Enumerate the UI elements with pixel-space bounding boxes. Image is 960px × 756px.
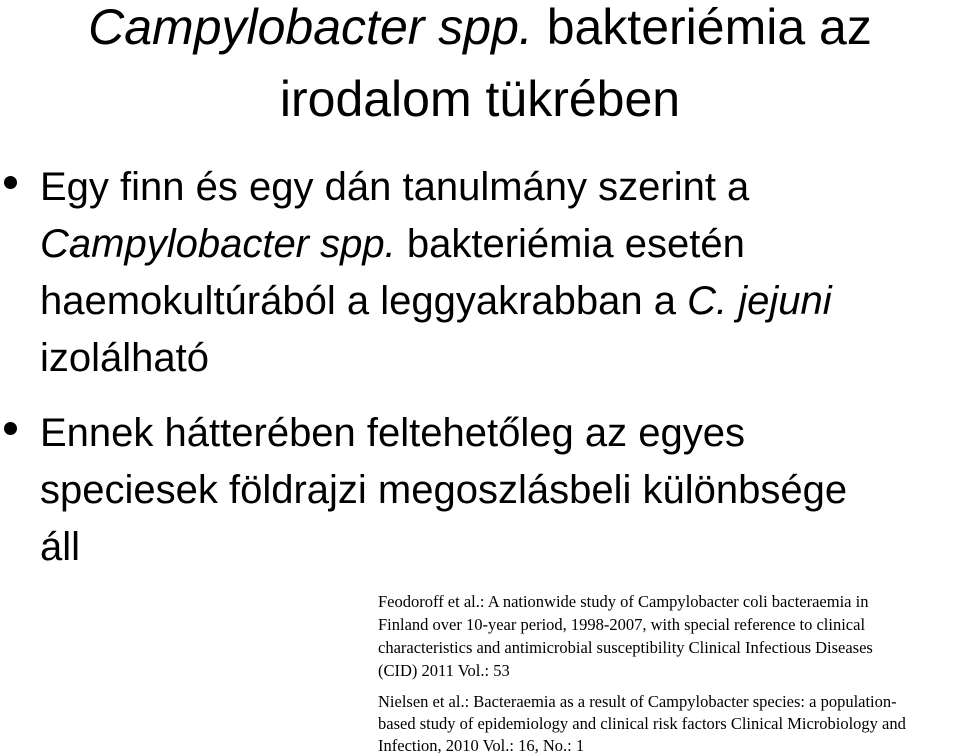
bullet-1-line-3 bbox=[40, 281, 832, 321]
bullet-2-line-2: speciesek földrajzi megoszlásbeli különbsége bbox=[40, 468, 848, 512]
bullet-1-line-1: Egy finn és egy dán tanulmány szerint a bbox=[40, 165, 750, 209]
bullet-dot-icon bbox=[4, 176, 17, 189]
reference-2-line-1 bbox=[378, 694, 897, 711]
reference-1-author: Feodoroff et al. bbox=[378, 592, 480, 611]
bullet-1-species: C. jejuni bbox=[687, 279, 832, 323]
bullet-2-line-1: Ennek hátterében feltehetőleg az egyes bbox=[40, 411, 745, 455]
reference-1-line-3: characteristics and antimicrobial susceptibility Clinical Infectious Diseases bbox=[378, 638, 873, 657]
bullet-dot-icon bbox=[4, 422, 17, 435]
bullet-1-line-2-rest: bakteriémia esetén bbox=[395, 222, 745, 266]
slide-title-line-1 bbox=[0, 0, 960, 55]
reference-2-line-3: Infection, 2010 Vol.: 16, No.: 1 bbox=[378, 736, 585, 755]
reference-1-line-4: (CID) 2011 Vol.: 53 bbox=[378, 661, 510, 680]
bullet-1-genus: Campylobacter spp. bbox=[40, 222, 396, 266]
bullet-1-line-2 bbox=[40, 224, 745, 264]
bullet-1-line-3-prefix: haemokultúrából a leggyakrabban a bbox=[40, 279, 688, 323]
bullet-2-line-3: áll bbox=[40, 525, 81, 569]
slide-title-line-2: irodalom tükrében bbox=[279, 71, 681, 127]
reference-2-author: Nielsen et al. bbox=[378, 692, 465, 711]
reference-1-line-2: Finland over 10-year period, 1998-2007, with special reference to clinical bbox=[378, 615, 866, 634]
title-genus: Campylobacter spp. bbox=[88, 0, 533, 55]
bullet-1-line-4: izolálható bbox=[40, 336, 210, 380]
reference-1-line-1-rest: : A nationwide study of Campylobacter coli bacteraemia in bbox=[479, 592, 869, 611]
reference-2-line-2: based study of epidemiology and clinical risk factors Clinical Microbiology and bbox=[378, 714, 906, 733]
title-rest: bakteriémia az bbox=[532, 0, 872, 55]
reference-1-line-1 bbox=[378, 594, 868, 611]
reference-2-line-1-rest: : Bacteraemia as a result of Campylobacter species: a population- bbox=[464, 692, 897, 711]
